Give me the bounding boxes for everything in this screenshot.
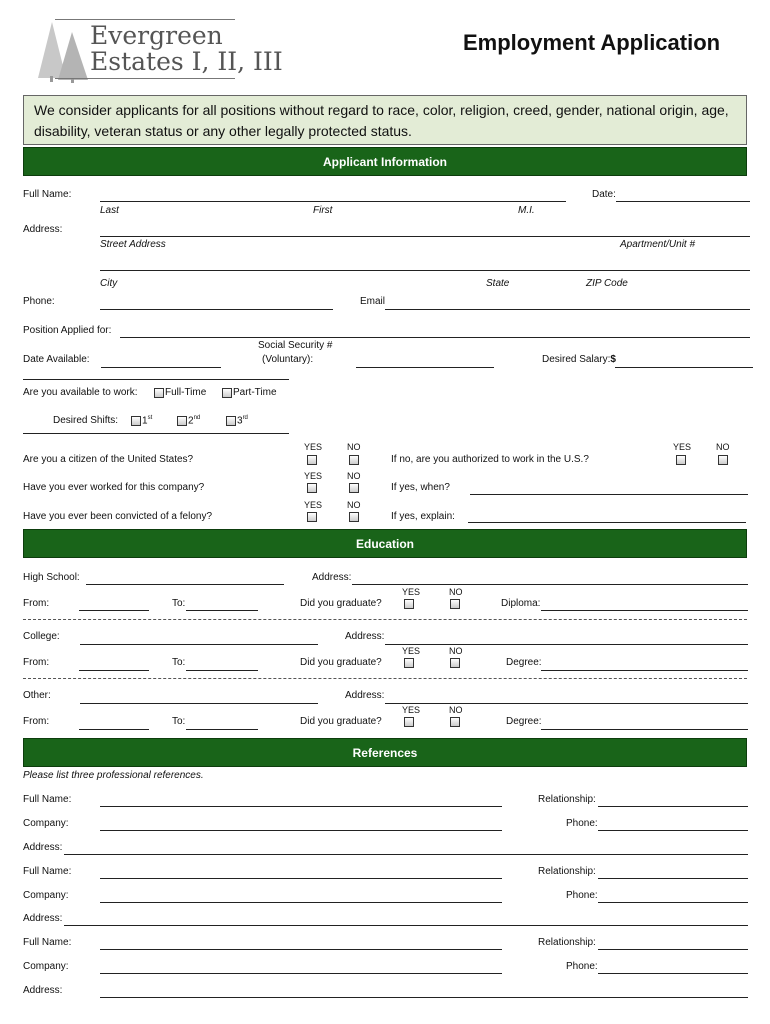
ref2-phone-label: Phone: <box>566 890 598 901</box>
shift-2-label: 2nd <box>188 415 201 427</box>
ref1-phone-label: Phone: <box>566 818 598 829</box>
high-school-label: High School: <box>23 572 80 583</box>
part-time-label: Part-Time <box>233 387 277 398</box>
section-references: References <box>23 738 747 767</box>
zip-hint: ZIP Code <box>586 278 628 289</box>
email-label: Email <box>360 296 386 307</box>
state-hint: State <box>486 278 510 289</box>
full-time-label: Full-Time <box>165 387 207 398</box>
other-graduate-no-checkbox[interactable] <box>450 717 460 727</box>
part-time-checkbox[interactable] <box>222 388 232 398</box>
ssn-label-line1: Social Security # <box>258 340 333 351</box>
section-applicant-information: Applicant Information <box>23 147 747 176</box>
diploma-field[interactable] <box>541 610 748 611</box>
college-from-label: From: <box>23 657 50 668</box>
street-address-hint: Street Address <box>100 239 166 250</box>
position-field[interactable] <box>120 337 750 338</box>
ref1-relationship-field[interactable] <box>598 806 748 807</box>
ref3-address-label: Address: <box>23 985 63 996</box>
date-label: Date: <box>592 189 616 200</box>
equal-opportunity-notice: We consider applicants for all positions without regard to race, color, religion, creed, gender, national origin, age, disability, veteran status or any other legally protected status. <box>23 95 747 145</box>
hs-to-label: To: <box>172 598 186 609</box>
other-graduate-question: Did you graduate? <box>300 716 382 727</box>
ref2-address-field[interactable] <box>64 925 748 926</box>
ssn-field[interactable] <box>356 367 494 368</box>
college-field[interactable] <box>80 644 318 645</box>
last-name-hint: Last <box>100 205 119 216</box>
hs-address-field[interactable] <box>352 584 748 585</box>
college-degree-field[interactable] <box>541 670 748 671</box>
ref3-phone-label: Phone: <box>566 961 598 972</box>
no-header: NO <box>449 705 463 715</box>
date-field[interactable] <box>616 201 750 202</box>
ref3-company-field[interactable] <box>100 973 502 974</box>
no-header: NO <box>716 442 730 452</box>
phone-field[interactable] <box>100 309 333 310</box>
college-to-field[interactable] <box>186 670 258 671</box>
other-address-label: Address: <box>345 690 385 701</box>
worked-yes-checkbox[interactable] <box>307 483 317 493</box>
yes-header: YES <box>402 705 421 715</box>
authorized-yes-checkbox[interactable] <box>676 455 686 465</box>
college-graduate-question: Did you graduate? <box>300 657 382 668</box>
other-label: Other: <box>23 690 51 701</box>
college-degree-label: Degree: <box>506 657 542 668</box>
divider <box>23 433 289 434</box>
desired-salary-label: Desired Salary:$ <box>542 354 616 365</box>
ref3-name-field[interactable] <box>100 949 502 950</box>
street-address-field[interactable] <box>100 236 750 237</box>
divider <box>23 379 289 380</box>
page-title: Employment Application <box>463 30 721 55</box>
ref1-name-label: Full Name: <box>23 794 72 805</box>
ref1-company-field[interactable] <box>100 830 502 831</box>
ref1-phone-field[interactable] <box>598 830 748 831</box>
citizen-yes-checkbox[interactable] <box>307 455 317 465</box>
shift-1-label: 1st <box>142 415 153 427</box>
ref1-relationship-label: Relationship: <box>538 794 596 805</box>
no-header: NO <box>449 646 463 656</box>
diploma-label: Diploma: <box>501 598 541 609</box>
references-intro: Please list three professional references. <box>23 770 204 781</box>
other-graduate-yes-checkbox[interactable] <box>404 717 414 727</box>
worked-no-checkbox[interactable] <box>349 483 359 493</box>
college-address-label: Address: <box>345 631 385 642</box>
yes-header: YES <box>673 442 692 452</box>
ref2-phone-field[interactable] <box>598 902 748 903</box>
citizen-no-checkbox[interactable] <box>349 455 359 465</box>
other-from-field[interactable] <box>79 729 149 730</box>
date-available-label: Date Available: <box>23 354 90 365</box>
middle-initial-hint: M.I. <box>518 205 535 216</box>
felony-yes-checkbox[interactable] <box>307 512 317 522</box>
phone-label: Phone: <box>23 296 55 307</box>
position-label: Position Applied for: <box>23 325 112 336</box>
high-school-field[interactable] <box>86 584 284 585</box>
no-header: NO <box>347 500 361 510</box>
felony-question: Have you ever been convicted of a felony? <box>23 511 213 522</box>
worked-question: Have you ever worked for this company? <box>23 482 205 493</box>
yes-header: YES <box>402 646 421 656</box>
yes-header: YES <box>304 442 323 452</box>
ref2-company-field[interactable] <box>100 902 502 903</box>
desired-shifts-label: Desired Shifts: <box>53 415 119 426</box>
logo-line-1: Evergreen <box>90 21 223 50</box>
ref3-company-label: Company: <box>23 961 69 972</box>
ref1-address-label: Address: <box>23 842 63 853</box>
full-time-checkbox[interactable] <box>154 388 164 398</box>
shift-3-label: 3rd <box>237 415 248 427</box>
yes-header: YES <box>304 471 323 481</box>
shift-1-checkbox[interactable] <box>131 416 141 426</box>
authorized-no-checkbox[interactable] <box>718 455 728 465</box>
explain-question: If yes, explain: <box>391 511 455 522</box>
college-label: College: <box>23 631 60 642</box>
date-available-field[interactable] <box>101 367 221 368</box>
hs-to-field[interactable] <box>186 610 258 611</box>
other-from-label: From: <box>23 716 50 727</box>
ref1-address-field[interactable] <box>64 854 748 855</box>
hs-graduate-no-checkbox[interactable] <box>450 599 460 609</box>
other-to-label: To: <box>172 716 186 727</box>
desired-salary-field[interactable] <box>615 367 753 368</box>
yes-header: YES <box>304 500 323 510</box>
shift-2-checkbox[interactable] <box>177 416 187 426</box>
no-header: NO <box>449 587 463 597</box>
ref3-relationship-field[interactable] <box>598 949 748 950</box>
college-address-field[interactable] <box>385 644 748 645</box>
full-name-label: Full Name: <box>23 189 72 200</box>
logo-line-2: Estates I, II, III <box>90 47 283 76</box>
ref2-company-label: Company: <box>23 890 69 901</box>
ref1-name-field[interactable] <box>100 806 502 807</box>
shift-3-checkbox[interactable] <box>226 416 236 426</box>
ref3-relationship-label: Relationship: <box>538 937 596 948</box>
city-state-zip-field[interactable] <box>100 270 750 271</box>
when-field[interactable] <box>470 494 748 495</box>
divider <box>23 619 747 620</box>
ref2-address-label: Address: <box>23 913 63 924</box>
section-education: Education <box>23 529 747 558</box>
ref3-address-field[interactable] <box>100 997 748 998</box>
citizen-question: Are you a citizen of the United States? <box>23 454 194 465</box>
ref3-name-label: Full Name: <box>23 937 72 948</box>
college-from-field[interactable] <box>79 670 149 671</box>
hs-graduate-question: Did you graduate? <box>300 598 382 609</box>
when-question: If yes, when? <box>391 482 450 493</box>
yes-header: YES <box>402 587 421 597</box>
explain-field[interactable] <box>468 522 746 523</box>
hs-from-field[interactable] <box>79 610 149 611</box>
other-degree-field[interactable] <box>541 729 748 730</box>
college-graduate-yes-checkbox[interactable] <box>404 658 414 668</box>
felony-no-checkbox[interactable] <box>349 512 359 522</box>
address-label: Address: <box>23 224 63 235</box>
ssn-label-line2: (Voluntary): <box>262 354 314 365</box>
apartment-hint: Apartment/Unit # <box>620 239 696 250</box>
availability-label: Are you available to work: <box>23 387 138 398</box>
ref2-name-label: Full Name: <box>23 866 72 877</box>
ref2-name-field[interactable] <box>100 878 502 879</box>
ref1-company-label: Company: <box>23 818 69 829</box>
divider <box>23 678 747 679</box>
other-degree-label: Degree: <box>506 716 542 727</box>
other-to-field[interactable] <box>186 729 258 730</box>
other-address-field[interactable] <box>385 703 748 704</box>
first-name-hint: First <box>313 205 333 216</box>
college-to-label: To: <box>172 657 186 668</box>
college-graduate-no-checkbox[interactable] <box>450 658 460 668</box>
hs-address-label: Address: <box>312 572 352 583</box>
authorized-question: If no, are you authorized to work in the U.S.? <box>391 454 589 465</box>
ref3-phone-field[interactable] <box>598 973 748 974</box>
city-hint: City <box>100 278 118 289</box>
ref2-relationship-field[interactable] <box>598 878 748 879</box>
hs-from-label: From: <box>23 598 50 609</box>
ref2-relationship-label: Relationship: <box>538 866 596 877</box>
email-field[interactable] <box>385 309 750 310</box>
hs-graduate-yes-checkbox[interactable] <box>404 599 414 609</box>
no-header: NO <box>347 471 361 481</box>
other-field[interactable] <box>80 703 318 704</box>
full-name-field[interactable] <box>100 201 566 202</box>
no-header: NO <box>347 442 361 452</box>
